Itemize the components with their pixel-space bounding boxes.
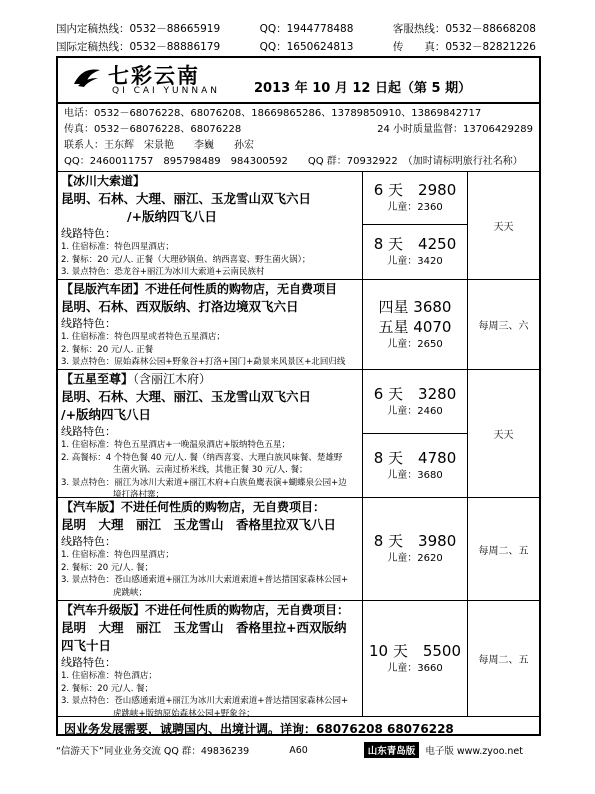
route-title: 【汽车升级版】 bbox=[61, 603, 146, 617]
departure-days: 每周二、五 bbox=[478, 545, 529, 557]
route-row bbox=[58, 601, 539, 717]
route-description bbox=[58, 601, 363, 719]
price-child: 儿童：2360 bbox=[387, 202, 443, 213]
ad-header bbox=[58, 58, 539, 104]
top-hotlines bbox=[56, 20, 536, 56]
fax-numbers: 传真：0532－68076228、68076228 bbox=[64, 124, 242, 135]
price-option bbox=[363, 601, 467, 716]
route-title: 【昆版汽车团】 bbox=[61, 282, 146, 296]
price-option bbox=[363, 434, 467, 497]
route-feature-item: 2. 餐标：20 元/人. 正餐（大理砂锅鱼、纳西喜宴、野生菌火锅）； bbox=[61, 254, 311, 265]
price-main: 6 天 3280 bbox=[373, 384, 457, 403]
route-feature-item: 2. 餐标：20 元/人. 正餐 bbox=[61, 344, 154, 355]
route-feature-item: 1. 住宿标准：特色四星酒店； bbox=[61, 550, 174, 560]
recruitment-notice: 因业务发展需要，诚聘国内、出境计调。详询：68076208 68076228 bbox=[64, 722, 454, 736]
price-main: 10 天 5500 bbox=[368, 641, 462, 660]
route-feature-item: 3. 景点特色：丽江为冰川大索道+丽江木府+白族鱼鹰表演+蝴蝶泉公园+边 bbox=[61, 477, 347, 488]
price-main: 8 天 3980 bbox=[373, 532, 457, 550]
route-feature-item: 1. 住宿标准：特色四星酒店； bbox=[61, 242, 174, 252]
quality-hotline: 24 小时质量监督：13706429289 bbox=[377, 124, 533, 135]
price-main: 6 天 2980 bbox=[373, 181, 457, 199]
route-feature-label: 线路特色： bbox=[61, 317, 116, 330]
route-line: /+版纳四飞八日 bbox=[61, 407, 152, 422]
route-note: 不进任何性质的购物店，无自费项目 bbox=[145, 282, 338, 296]
route-feature-item: 1. 住宿标准：特色五星酒店+一晚温泉酒店+版纳特色五星； bbox=[61, 440, 291, 450]
route-prices bbox=[363, 280, 468, 369]
service-hotline: 客服热线：0532－88668208 bbox=[392, 23, 536, 35]
route-row bbox=[58, 370, 539, 498]
edition-date: 2013 年 10 月 12 日起（第 5 期） bbox=[254, 81, 472, 96]
price-child: 儿童：3660 bbox=[387, 662, 443, 674]
departure-days: 每周三、六 bbox=[478, 321, 529, 332]
contact-info bbox=[58, 104, 539, 172]
website-link[interactable]: 电子版 www.zyoo.net bbox=[425, 746, 523, 757]
price-option bbox=[363, 172, 467, 225]
price-option bbox=[363, 225, 467, 279]
price-child: 儿童：3420 bbox=[387, 256, 443, 267]
route-prices bbox=[363, 601, 468, 716]
route-description bbox=[58, 498, 363, 600]
route-row bbox=[58, 498, 539, 601]
route-list bbox=[58, 172, 539, 717]
route-title: 【五星至尊】 bbox=[61, 372, 134, 386]
departure-days: 每周二、五 bbox=[478, 655, 529, 666]
route-line: 昆明 大理 丽江 玉龙雪山 香格里拉+西双版纳 bbox=[61, 620, 347, 635]
route-feature-item: 虎跳峡+版纳原始森林公园+野象谷； bbox=[113, 708, 255, 719]
route-feature-item: 3. 景点特色：苍山感通索道+丽江为冰川大索道索道+普达措国家森林公园+ bbox=[61, 696, 349, 706]
domestic-qq: QQ：1944778488 bbox=[259, 23, 354, 35]
domestic-hotline: 国内定稿热线：0532－88665919 bbox=[56, 23, 221, 35]
route-title: 【冰川大索道】 bbox=[61, 174, 146, 188]
price-main: 四星 3680 bbox=[378, 297, 452, 316]
route-note: 不进任何性质的购物店，无自费项目： bbox=[121, 500, 326, 514]
price-main: 五星 4070 bbox=[378, 317, 452, 336]
route-line: 昆明、石林、大理、丽江、玉龙雪山双飞六日 bbox=[61, 191, 312, 206]
price-child: 儿童：2460 bbox=[387, 405, 443, 417]
route-description bbox=[58, 280, 363, 369]
edition-badge: 山东青岛版 bbox=[364, 742, 420, 758]
route-title: 【汽车版】 bbox=[61, 500, 122, 514]
route-prices bbox=[363, 498, 468, 600]
route-feature-item: 境打洛村寨； bbox=[113, 490, 165, 500]
route-note: 不进任何性质的购物店，无自费项目： bbox=[145, 603, 350, 617]
ad-frame bbox=[56, 56, 541, 736]
route-row bbox=[58, 280, 539, 370]
qq-numbers: QQ：2460011757 895798489 984300592 QQ 群：70932922 （加时请标明旅行社名称） bbox=[64, 156, 523, 167]
route-note: （含丽江木府） bbox=[133, 372, 212, 386]
page-footer bbox=[56, 742, 541, 758]
route-line: 昆明、石林、西双版纳、打洛边境双飞六日 bbox=[61, 299, 299, 314]
route-feature-item: 3. 景点特色：恐龙谷+丽江为冰川大索道+云南民族村 bbox=[61, 267, 265, 277]
bird-logo-icon bbox=[72, 66, 102, 88]
route-feature-item: 虎跳峡； bbox=[113, 587, 148, 598]
route-line: 昆明 大理 丽江 玉龙雪山 香格里拉双飞八日 bbox=[61, 517, 337, 532]
route-feature-item: 2. 高餐标：4 个特色餐 40 元/人. 餐（纳西喜宴、大理白族风味餐、楚雄野 bbox=[61, 452, 343, 463]
phone-numbers: 电话：0532－68076228、68076208、18669865286、13789850910、13869842717 bbox=[64, 108, 482, 119]
route-description bbox=[58, 370, 363, 500]
fax-line: 传 真：0532－82821226 bbox=[392, 41, 536, 53]
route-prices bbox=[363, 370, 468, 497]
intl-qq: QQ：1650624813 bbox=[259, 41, 354, 53]
route-prices bbox=[363, 172, 468, 279]
route-line: 四飞十日 bbox=[61, 638, 112, 653]
logo-chinese: 七彩云南 bbox=[108, 63, 200, 88]
route-row bbox=[58, 172, 539, 280]
route-feature-label: 线路特色： bbox=[61, 656, 116, 669]
page-number: A60 bbox=[289, 744, 308, 756]
route-feature-label: 线路特色： bbox=[61, 227, 116, 240]
route-feature-label: 线路特色： bbox=[61, 535, 116, 548]
route-feature-item: 3. 景点特色：原始森林公园+野象谷+打洛+国门+勐景来风景区+北回归线 bbox=[61, 357, 346, 367]
price-option bbox=[363, 280, 467, 369]
logo-english: QI CAI YUNNAN bbox=[112, 86, 220, 96]
price-option bbox=[363, 370, 467, 434]
route-feature-item: 3. 景点特色：苍山感通索道+丽江为冰川大索道索道+普达措国家森林公园+ bbox=[61, 575, 349, 585]
footer-qq-group: “信游天下”同业业务交流 QQ 群：49836239 bbox=[56, 746, 250, 757]
route-line: /+版纳四飞八日 bbox=[127, 209, 218, 224]
contact-people: 联系人：王东辉 宋景艳 李巍 孙宏 bbox=[64, 140, 254, 151]
price-option bbox=[363, 498, 467, 600]
intl-hotline: 国际定稿热线：0532－88886179 bbox=[56, 41, 221, 53]
route-feature-item: 1. 住宿标准：特色四星或者特色五星酒店； bbox=[61, 332, 225, 342]
route-feature-label: 线路特色： bbox=[61, 425, 116, 438]
route-feature-item: 2. 餐标：20 元/人. 餐； bbox=[61, 683, 154, 694]
departure-days: 天天 bbox=[493, 222, 514, 233]
route-feature-item: 2. 餐标：20 元/人. 餐； bbox=[61, 562, 154, 573]
route-feature-item: 生菌火锅、云南过桥米线，其他正餐 30 元/人. 餐； bbox=[113, 465, 308, 475]
price-child: 儿童：2620 bbox=[387, 553, 443, 564]
departure-days: 天天 bbox=[493, 430, 514, 441]
route-line: 昆明、石林、大理、丽江、玉龙雪山双飞六日 bbox=[61, 389, 312, 404]
price-child: 儿童：2650 bbox=[387, 338, 443, 350]
route-feature-item: 1. 住宿标准：特色酒店； bbox=[61, 671, 157, 681]
price-main: 8 天 4250 bbox=[373, 235, 457, 253]
route-description bbox=[58, 172, 363, 279]
price-main: 8 天 4780 bbox=[373, 448, 457, 467]
price-child: 儿童：3680 bbox=[387, 469, 443, 481]
